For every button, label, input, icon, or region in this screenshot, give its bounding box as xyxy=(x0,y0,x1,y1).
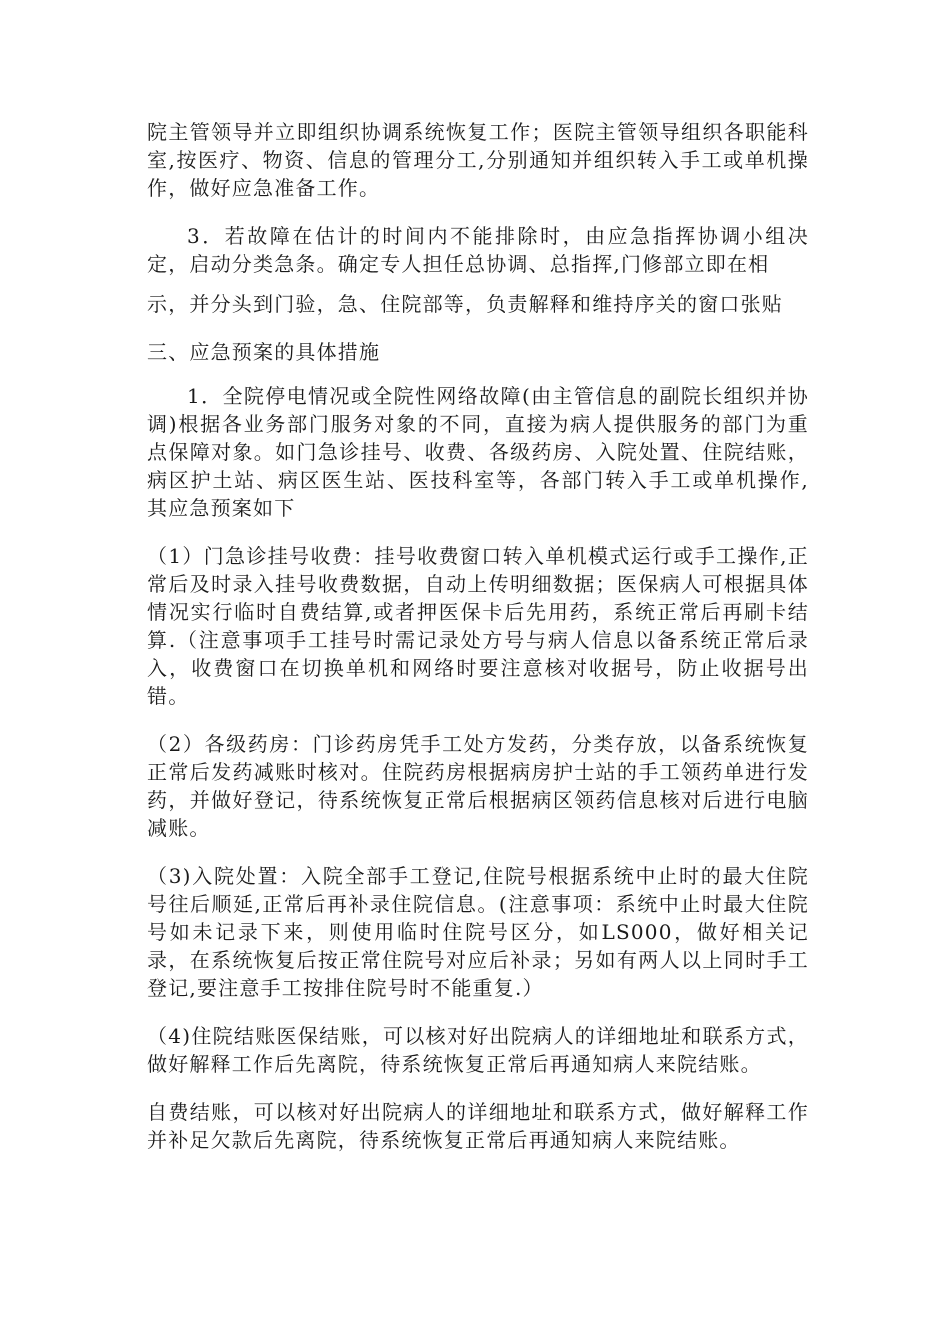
document-page xyxy=(147,118,809,1154)
paragraph-admission: （3)入院处置：入院全部手工登记,住院号根据系统中止时的最大住院号往后顺延,正常后再补录住院信息。(注意事项：系统中止时最大住院号如未记录下来，则使用临时住院号区分，如LS000，做好相关记录，在系统恢复后按正常住院号对应后补录；另如有两人以上同时手工登记,要注意手工按排住院号时不能重复.） xyxy=(147,864,809,1000)
paragraph-power-network-failure: 1．全院停电情况或全院性网络故障(由主管信息的副院长组织并协调)根据各业务部门服务对象的不同，直接为病人提供服务的部门为重点保障对象。如门急诊挂号、收费、各级药房、入院处置、住院结账，病区护土站、病区医生站、医技科室等，各部门转入手工或单机操作,其应急预案如下 xyxy=(147,384,809,520)
paragraph-fault-unresolved: 3．若故障在估计的时间内不能排除时，由应急指挥协调小组决定，启动分类急条。确定专人担任总协调、总指挥,门修部立即在相 xyxy=(147,224,809,276)
paragraph-notice-posting: 示，并分头到门验，急、住院部等，负责解释和维持序关的窗口张贴 xyxy=(147,292,783,316)
paragraph-pharmacy: （2）各级药房：门诊药房凭手工处方发药，分类存放，以备系统恢复正常后发药减账时核对。住院药房根据病房护士站的手工领药单进行发药，并做好登记，待系统恢复正常后根据病区领药信息核对后进行电脑减账。 xyxy=(147,732,809,840)
paragraph-insurance-settlement: （4)住院结账医保结账，可以核对好出院病人的详细地址和联系方式，做好解释工作后先离院，待系统恢复正常后再通知病人来院结账。 xyxy=(147,1024,809,1076)
paragraph-registration-billing: （1）门急诊挂号收费：挂号收费窗口转入单机模式运行或手工操作,正常后及时录入挂号收费数据，自动上传明细数据；医保病人可根据具体情况实行临时自费结算,或者押医保卡后先用药，系统正常后再刷卡结算.（注意事项手工挂号时需记录处方号与病人信息以备系统正常后录入，收费窗口在切换单机和网络时要注意核对收据号，防止收据号出错。 xyxy=(147,544,809,708)
paragraph-recovery-work: 院主管领导并立即组织协调系统恢复工作；医院主管领导组织各职能科室,按医疗、物资、信息的管理分工,分别通知并组织转入手工或单机操作，做好应急准备工作。 xyxy=(147,120,809,200)
paragraph-self-pay-settlement: 自费结账，可以核对好出院病人的详细地址和联系方式，做好解释工作并补足欠款后先离院，待系统恢复正常后再通知病人来院结账。 xyxy=(147,1100,809,1152)
section-heading-measures: 三、应急预案的具体措施 xyxy=(147,340,381,364)
